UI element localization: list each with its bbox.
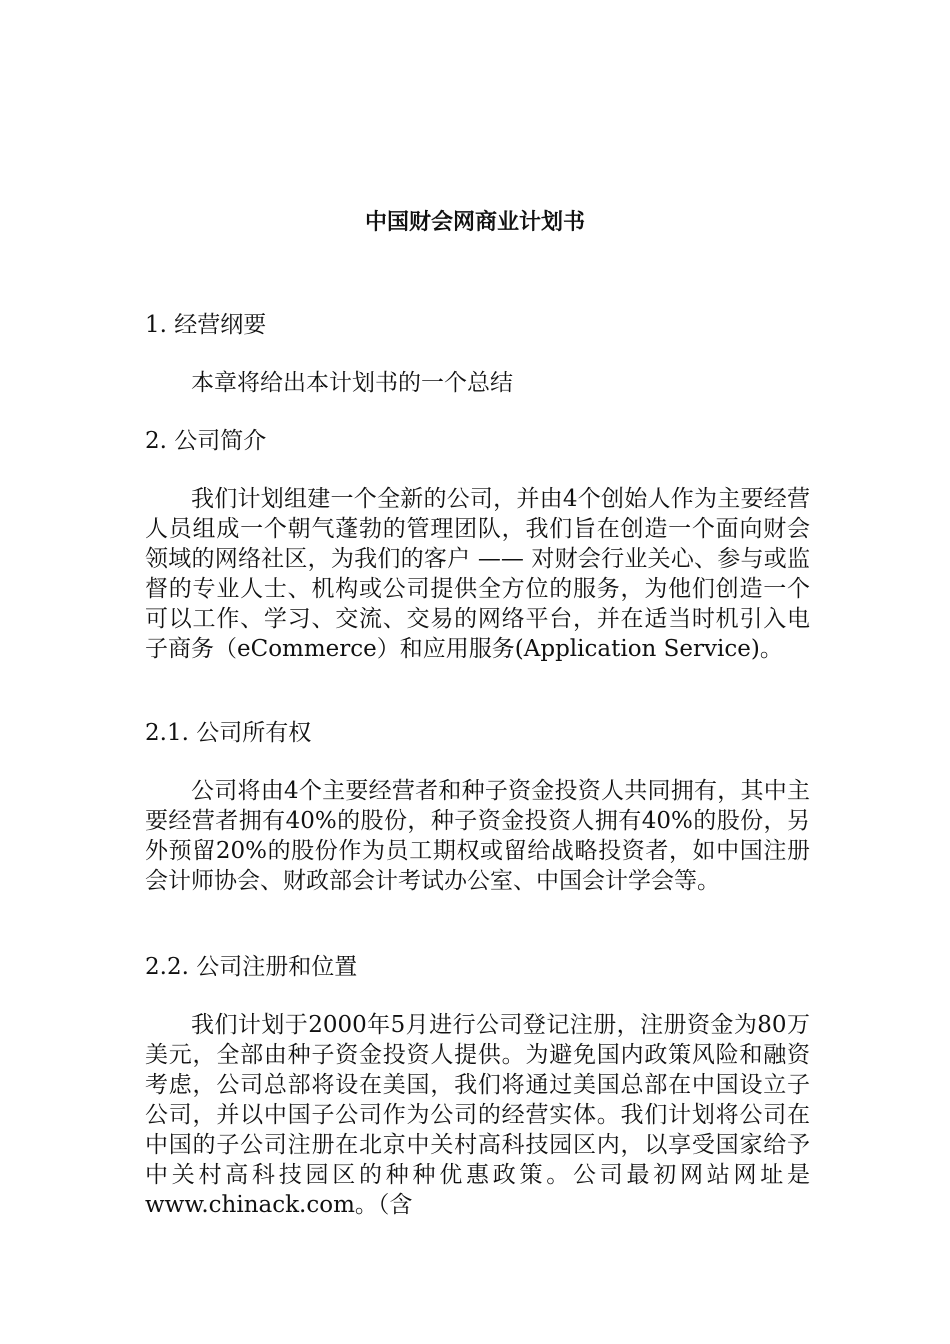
section-heading-1: 1. 经营纲要: [145, 312, 267, 338]
section-heading-2-2: 2.2. 公司注册和位置: [145, 954, 358, 980]
section-heading-2: 2. 公司简介: [145, 428, 267, 454]
section-paragraph-1: 本章将给出本计划书的一个总结: [191, 370, 513, 396]
document-title: 中国财会网商业计划书: [364, 210, 585, 235]
section-paragraph-2-2: 我们计划于2000年5月进行公司登记注册，注册资金为80万美元，全部由种子资金投资人提供。为避免国内政策风险和融资考虑，公司总部将设在美国，我们将通过美国总部在中国设立子公司，并以中国子公司作为公司的经营实体。我们计划将公司在中国的子公司注册在北京中关村高科技园区内，以享受国家给予中关村高科技园区的种种优惠政策。公司最初网站网址是www.chinack.com。（含: [145, 1012, 810, 1218]
section-paragraph-2-1: 公司将由4个主要经营者和种子资金投资人共同拥有，其中主要经营者拥有40%的股份，种子资金投资人拥有40%的股份，另外预留20%的股份作为员工期权或留给战略投资者，如中国注册会计师协会、财政部会计考试办公室、中国会计学会等。: [145, 778, 810, 894]
section-paragraph-2: 我们计划组建一个全新的公司，并由4个创始人作为主要经营人员组成一个朝气蓬勃的管理团队，我们旨在创造一个面向财会领域的网络社区，为我们的客户 —— 对财会行业关心、参与或监督的专业人士、机构或公司提供全方位的服务，为他们创造一个可以工作、学习、交流、交易的网络平台，并在适当时机引入电子商务（eCommerce）和应用服务(Application Service)。: [145, 486, 810, 662]
section-heading-2-1: 2.1. 公司所有权: [145, 720, 312, 746]
